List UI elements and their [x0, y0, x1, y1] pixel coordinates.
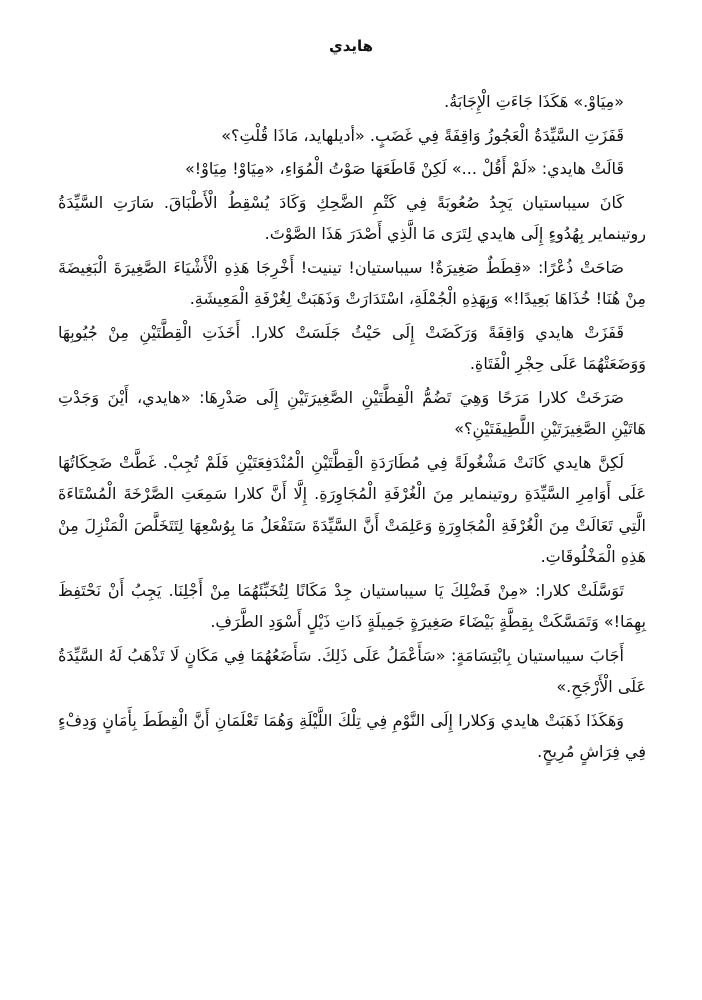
- story-body: [58, 86, 646, 770]
- paragraph-10: أَجَابَ سيباستيان بِابْتِسَامَةٍ: «سَأَعْمَلُ عَلَى ذَلِكَ. سَأَضَعُهُمَا فِي مَكَانٍ لَا تَذْهَبُ لَهُ السَّيِّدَةُ عَلَى الْأَرْجَحِ.»: [58, 645, 646, 696]
- paragraph-1: «مِيَاوْ.» هَكَذَا جَاءَتِ الْإِجَابَةُ.: [444, 92, 624, 111]
- paragraph-8: لَكِنَّ هايدي كَانَتْ مَشْغُولَةً فِي مُطَارَدَةِ الْقِطَّتَيْنِ الْمُنْدَفِعَتَيْنِ فَلَمْ تُجِبْ. غَطَّتْ ضَحِكَاتُهَا عَلَى أَوَامِرِ السَّيِّدَةِ روتينماير مِنَ الْغُرْفَةِ الْمُجَاوِرَةِ. إِلَّا أَنَّ كلارا سَمِعَتِ الصَّرْخَةَ الْمُسْتَاءَةَ الَّتِي تَعَالَتْ مِنَ الْغُرْفَةِ الْمُجَاوِرَةِ وَعَلِمَتْ أَنَّ السَّيِّدَةَ سَتَفْعَلُ مَا بِوُسْعِهَا لِتَتَخَلَّصَ الْمَنْزِلَ مِنْ هَذِهِ الْمَخْلُوقَاتِ.: [58, 452, 646, 566]
- paragraph-2: قَفَزَتِ السَّيِّدَةُ الْعَجُوزُ وَاقِفَةً فِي غَضَبٍ. «أديلهايد، مَاذَا قُلْتِ؟»: [221, 125, 624, 145]
- paragraph-5: صَاحَتْ ذُعْرًا: «قِطَطٌ صَغِيرَةٌ! سيباستيان! تينيت! أَخْرِجَا هَذِهِ الْأَشْيَاءَ الصَّغِيرَةَ الْبَغِيضَةَ مِنْ هُنَا! خُذَاهَا بَعِيدًا!» وَبِهَذِهِ الْجُمْلَةِ، اسْتَدَارَتْ وَذَهَبَتْ لِغُرْفَةِ الْمَعِيشَةِ.: [58, 257, 646, 308]
- paragraph-7: صَرَخَتْ كلارا مَرَحًا وَهِيَ تَضُمُّ الْقِطَّتَيْنِ الصَّغِيرَتَيْنِ إِلَى صَدْرِهَا: «هايدي، أَيْنَ وَجَدْتِ هَاتَيْنِ الصَّغِيرَتَيْنِ اللَّطِيفَتَيْنِ؟»: [58, 387, 646, 438]
- page-header-title: هايدي: [328, 37, 374, 55]
- paragraph-11: وَهَكَذَا ذَهَبَتْ هايدي وَكلارا إِلَى النَّوْمِ فِي تِلْكَ اللَّيْلَةِ وَهُمَا تَعْلَمَانِ أَنَّ الْقِطَطَ بِأَمَانٍ وَدِفْءٍ فِي فِرَاشٍ مُرِيحٍ.: [58, 710, 646, 761]
- paragraph-9: تَوَسَّلَتْ كلارا: «مِنْ فَضْلِكَ يَا سيباستيان جِدْ مَكَانًا لِتُخَبِّئَهُمَا مِنْ أَجْلِنَا. يَجِبُ أَنْ نَحْتَفِظَ بِهِمَا!» وَتَمَسَّكَتْ بِقِطَّةٍ بَيْضَاءَ صَغِيرَةٍ جَمِيلَةٍ ذَاتِ ذَيْلٍ أَسْوَدِ الطَّرَفِ.: [58, 580, 646, 631]
- paragraph-3: قَالَتْ هايدي: «لَمْ أَقُلْ ...» لَكِنْ قَاطَعَهَا صَوْتُ الْمُوَاءِ، «مِيَاوْ! مِيَاوْ!»: [184, 159, 624, 178]
- paragraph-6: قَفَزَتْ هايدي وَاقِفَةً وَرَكَضَتْ إِلَى حَيْثُ جَلَسَتْ كلارا. أَخَذَتِ الْقِطَّتَيْنِ مِنْ جُيُوبِهَا وَوَضَعَتْهُمَا عَلَى حِجْرِ الْفَتَاةِ.: [58, 322, 646, 373]
- paragraph-4: كَانَ سيباستيان يَجِدُ صُعُوبَةً فِي كَتْمِ الضَّحِكِ وَكَادَ يُسْقِطُ الْأَطْبَاقَ. سَارَتِ السَّيِّدَةُ روتينماير بِهُدُوءٍ إِلَى هايدي لِتَرَى مَا الَّذِي أَصْدَرَ هَذَا الصَّوْتَ.: [58, 192, 646, 243]
